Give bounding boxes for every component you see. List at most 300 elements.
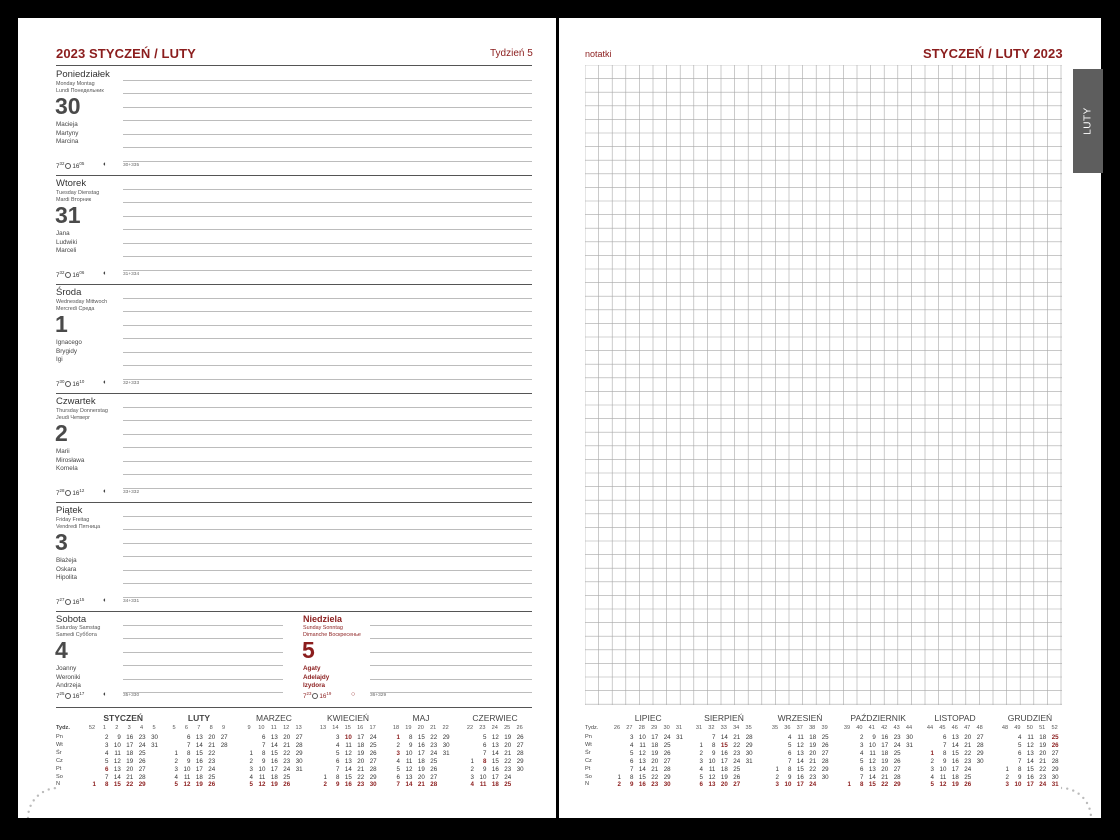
calendar-day: 23 [504, 765, 512, 773]
calendar-day: 19 [720, 773, 728, 781]
calendar-day: 25 [430, 757, 438, 765]
calendar-day: 19 [1039, 741, 1047, 749]
writing-line [123, 447, 532, 448]
calendar-day: 8 [859, 781, 864, 789]
calendar-day: 20 [881, 765, 889, 773]
perforation-dot [42, 791, 44, 793]
calendar-day: 26 [733, 773, 741, 781]
calendar-day: 24 [138, 741, 146, 749]
writing-line [123, 583, 532, 584]
day-translation: Vendredi Пятница [56, 524, 101, 530]
calendar-day: 13 [113, 765, 121, 773]
perforation-dot [1077, 793, 1079, 795]
calendar-day: 19 [126, 757, 134, 765]
sunrise-minutes: 32 [59, 161, 65, 166]
calendar-day: 20 [809, 749, 817, 757]
day-translation: Wednesday Mittwoch [56, 299, 108, 305]
calendar-day: 1 [617, 773, 621, 781]
calendar-day: 1 [1005, 765, 1009, 773]
moon-phase-icon: ○ [351, 691, 356, 698]
week-number: 29 [651, 725, 658, 731]
perforation-dot [1090, 814, 1092, 816]
calendar-day: 18 [951, 773, 959, 781]
calendar-day: 22 [357, 773, 365, 781]
calendar-day: 26 [208, 781, 216, 789]
name-day: Agaty [303, 665, 321, 672]
calendar-day: 29 [516, 757, 524, 765]
week-number: 25 [504, 725, 511, 731]
calendar-day: 23 [964, 757, 972, 765]
week-number: 47 [964, 725, 971, 731]
moon-phase-icon: ◐ [103, 597, 108, 604]
calendar-day: 28 [976, 741, 984, 749]
calendar-day: 18 [881, 749, 889, 757]
day-translation: Tuesday Dienstag [56, 190, 100, 196]
calendar-day: 9 [629, 781, 634, 789]
sunrise-minutes: 28 [59, 488, 65, 493]
calendar-day: 11 [708, 765, 716, 773]
sun-times [56, 161, 84, 170]
calendar-day: 3 [335, 734, 340, 741]
perforation-dot [1072, 789, 1074, 791]
day-name: Sobota [56, 614, 87, 625]
calendar-day: 29 [976, 749, 984, 757]
calendar-day: 20 [964, 734, 972, 741]
calendar-day: 9 [711, 749, 716, 757]
name-day: Adelajdy [303, 673, 330, 681]
writing-line [123, 298, 532, 299]
week-number: 27 [626, 725, 633, 731]
week-number: 35 [745, 725, 752, 731]
writing-line [123, 161, 532, 162]
week-number: 5 [172, 725, 176, 731]
calendar-day: 17 [796, 781, 804, 789]
day-number: 1 [55, 311, 68, 337]
calendar-day: 10 [183, 765, 191, 773]
sunrise-time: 7 [56, 163, 60, 171]
calendar-day: 8 [186, 749, 191, 757]
sunday-translation: Sunday Sonntag [303, 625, 343, 631]
perforation-dot [27, 811, 29, 813]
calendar-day: 27 [369, 757, 377, 765]
month-name: MARZEC [256, 713, 292, 723]
week-number: 26 [613, 725, 621, 731]
week-number: 34 [733, 725, 740, 731]
week-number: 2 [115, 725, 119, 731]
calendar-day: 24 [964, 765, 972, 773]
writing-line [123, 679, 283, 680]
writing-line [370, 625, 532, 626]
calendar-day: 10 [479, 773, 487, 781]
calendar-day: 17 [720, 757, 728, 765]
name-day: Mirosława [56, 456, 85, 464]
calendar-day: 23 [430, 741, 438, 749]
calendar-day: 22 [651, 773, 659, 781]
calendar-day: 28 [1051, 757, 1059, 765]
right-page-title: STYCZEŃ / LUTY 2023 [923, 46, 1063, 61]
week-number: 48 [1001, 725, 1009, 731]
calendar-day: 21 [809, 757, 817, 765]
perforation-dot [1082, 797, 1084, 799]
calendar-day: 30 [906, 734, 913, 741]
name-day: Jana [56, 230, 70, 237]
calendar-day: 15 [796, 765, 804, 773]
calendar-day: 30 [663, 781, 671, 789]
calendar-day: 16 [195, 757, 203, 765]
calendar-day: 1 [323, 773, 327, 781]
calendar-day: 24 [283, 765, 291, 773]
sunrise-time: 7 [303, 693, 307, 701]
calendar-day: 23 [283, 757, 291, 765]
calendar-day: 11 [639, 741, 646, 749]
calendar-day: 19 [881, 757, 889, 765]
calendar-day: 3 [174, 765, 178, 773]
weekday-label: N [585, 781, 590, 788]
sunrise-minutes: 32 [59, 270, 65, 275]
calendar-day: 4 [335, 741, 340, 749]
calendar-day: 13 [868, 765, 876, 773]
calendar-day: 21 [881, 773, 889, 781]
writing-line [123, 570, 532, 571]
calendar-day: 2 [470, 765, 474, 773]
week-number: 4 [140, 725, 144, 731]
writing-line [370, 679, 532, 680]
calendar-day: 15 [720, 741, 728, 749]
calendar-day: 8 [261, 749, 266, 757]
calendar-day: 2 [323, 781, 327, 789]
calendar-day: 16 [417, 741, 425, 749]
writing-line [123, 652, 283, 653]
calendar-day: 4 [470, 781, 474, 789]
calendar-day: 29 [1051, 765, 1059, 773]
month-name: MAJ [412, 713, 430, 723]
perforation-dot [1066, 787, 1068, 789]
calendar-day: 3 [249, 765, 253, 773]
calendar-day: 11 [939, 773, 947, 781]
calendar-day: 7 [186, 741, 191, 749]
sun-icon [65, 381, 71, 387]
calendar-day: 5 [335, 749, 340, 757]
writing-line [123, 216, 532, 217]
perforation-dot [1088, 808, 1090, 810]
calendar-day: 22 [964, 749, 972, 757]
day-translation: Thursday Donnerstag [56, 408, 108, 414]
sunday-number: 5 [302, 637, 315, 663]
calendar-day: 10 [638, 734, 646, 741]
writing-line [123, 665, 283, 666]
calendar-day: 7 [711, 734, 716, 741]
writing-line [123, 420, 532, 421]
left-page-title: 2023 STYCZEŃ / LUTY [56, 46, 196, 61]
calendar-day: 26 [1051, 741, 1059, 749]
week-number: 13 [295, 725, 302, 731]
calendar-day: 21 [651, 765, 659, 773]
corner-dots-right [1061, 758, 1101, 818]
calendar-day: 4 [104, 749, 109, 757]
calendar-day: 22 [430, 734, 438, 741]
calendar-day: 14 [638, 765, 646, 773]
calendar-day: 20 [357, 757, 365, 765]
week-number: 3 [127, 725, 131, 731]
name-day: Macieja [56, 121, 78, 128]
writing-line [123, 379, 532, 380]
calendar-day: 23 [357, 781, 365, 789]
calendar-day: 31 [906, 741, 913, 749]
calendar-day: 4 [249, 773, 253, 781]
calendar-day: 15 [113, 781, 121, 789]
calendar-day: 25 [138, 749, 146, 757]
calendar-day: 7 [482, 749, 487, 757]
calendar-day: 28 [745, 734, 753, 741]
month-name: KWIECIEŃ [326, 713, 370, 723]
day-translation: Samedi Суббота [56, 632, 97, 638]
week-number: 20 [417, 725, 424, 731]
week-number: 40 [856, 725, 863, 731]
calendar-day: 29 [138, 781, 146, 789]
week-number: 9 [222, 725, 226, 731]
week-number: 43 [893, 725, 900, 731]
name-days [56, 339, 82, 365]
calendar-day: 17 [270, 765, 278, 773]
week-number: 31 [675, 725, 683, 731]
sun-times [56, 270, 84, 279]
calendar-day: 7 [859, 773, 864, 781]
calendar-day: 7 [629, 765, 634, 773]
writing-line [123, 120, 532, 121]
calendar-day: 12 [939, 781, 947, 789]
calendar-day: 19 [417, 765, 425, 773]
calendar-day: 2 [396, 741, 400, 749]
calendar-day: 3 [775, 781, 779, 789]
sun-icon [65, 272, 71, 278]
month-name: WRZESIEŃ [777, 713, 823, 723]
writing-line [123, 338, 532, 339]
right-page [559, 18, 1101, 818]
calendar-day: 6 [942, 734, 947, 741]
calendar-day: 4 [174, 773, 178, 781]
calendar-day: 31 [442, 749, 450, 757]
day-name: Piątek [56, 505, 83, 516]
calendar-day: 18 [126, 749, 134, 757]
calendar-day: 27 [733, 781, 741, 789]
name-day: Hipolita [56, 574, 77, 582]
day-separator [56, 393, 532, 394]
calendar-day: 2 [617, 781, 621, 789]
calendar-day: 23 [208, 757, 216, 765]
calendar-day: 28 [516, 749, 524, 757]
calendar-day: 6 [859, 765, 864, 773]
calendar-day: 26 [430, 765, 438, 773]
calendar-day: 1 [699, 741, 703, 749]
writing-line [123, 80, 532, 81]
calendar-day: 8 [1017, 765, 1022, 773]
month-tab-luty[interactable] [1073, 69, 1103, 173]
calendar-day: 25 [208, 773, 216, 781]
month-name: LISTOPAD [934, 713, 976, 723]
writing-line [370, 652, 532, 653]
name-day: Igi [56, 356, 63, 364]
writing-line [123, 692, 283, 693]
calendar-day: 25 [1051, 734, 1059, 741]
calendar-day: 24 [733, 757, 741, 765]
writing-line [123, 189, 532, 190]
day-name: Wtorek [56, 178, 87, 189]
calendar-day: 17 [491, 773, 499, 781]
week-number: 18 [392, 725, 400, 731]
notes-grid[interactable] [585, 65, 1062, 705]
writing-line [123, 597, 532, 598]
sunset-time: 16 [72, 490, 80, 498]
sun-times [303, 691, 331, 700]
day-translation: Saturday Samstag [56, 625, 101, 631]
calendar-day: 3 [104, 741, 109, 749]
perforation-dot [48, 788, 50, 790]
calendar-day: 21 [126, 773, 134, 781]
calendar-day: 9 [942, 757, 947, 765]
calendar-day: 11 [405, 757, 413, 765]
week-number: 41 [868, 725, 875, 731]
sunset-minutes: 17 [79, 691, 85, 696]
calendar-day: 22 [809, 765, 817, 773]
calendar-day: 12 [183, 781, 191, 789]
sunset-time: 16 [72, 381, 80, 389]
calendar-day: 9 [872, 734, 876, 741]
calendar-day: 31 [1051, 781, 1059, 789]
calendar-day: 11 [1027, 734, 1034, 741]
week-number: 38 [809, 725, 816, 731]
calendar-day: 14 [270, 741, 278, 749]
calendar-day: 16 [270, 757, 278, 765]
calendar-day: 21 [504, 749, 512, 757]
calendar-day: 24 [663, 734, 671, 741]
sunrise-time: 7 [56, 693, 60, 701]
calendar-day: 18 [270, 773, 278, 781]
calendar-day: 23 [651, 781, 659, 789]
writing-line [123, 638, 283, 639]
calendar-day: 10 [708, 757, 716, 765]
calendar-day: 25 [733, 765, 741, 773]
calendar-day: 17 [195, 765, 203, 773]
calendar-day: 3 [396, 749, 400, 757]
calendar-day: 4 [930, 773, 934, 781]
calendar-day: 26 [893, 757, 901, 765]
calendar-day: 15 [417, 734, 425, 741]
calendar-day: 30 [295, 757, 303, 765]
calendar-day: 15 [1026, 765, 1034, 773]
moon-phase-icon: ◐ [103, 270, 108, 277]
calendar-day: 22 [126, 781, 134, 789]
calendar-day: 9 [1017, 773, 1022, 781]
calendar-day: 16 [720, 749, 728, 757]
calendar-day: 20 [283, 734, 291, 741]
week-number: 13 [319, 725, 327, 731]
week-number: 26 [516, 725, 523, 731]
week-number: Tydzień 5 [490, 48, 533, 59]
calendar-day: 28 [821, 757, 829, 765]
sun-times [56, 379, 84, 388]
calendar-day: 3 [1005, 781, 1009, 789]
sunset-minutes: 15 [79, 597, 85, 602]
calendar-day: 1 [847, 781, 851, 789]
calendar-day: 8 [711, 741, 716, 749]
calendar-day: 19 [195, 781, 203, 789]
calendar-day: 11 [183, 773, 191, 781]
weekday-label: So [585, 773, 592, 780]
weekday-label: Cz [585, 757, 592, 764]
calendar-day: 24 [208, 765, 216, 773]
calendar-day: 22 [504, 757, 512, 765]
calendar-day: 6 [186, 734, 191, 741]
calendar-day: 31 [676, 734, 683, 741]
writing-line [123, 243, 532, 244]
calendar-day: 28 [663, 765, 671, 773]
week-number: 28 [638, 725, 645, 731]
day-number: 3 [55, 529, 68, 555]
month-name: PAŹDZIERNIK [850, 713, 906, 723]
day-translation: Lundi Понедельник [56, 88, 104, 94]
calendar-day: 23 [893, 734, 901, 741]
calendar-day: 26 [821, 741, 829, 749]
sun-icon [65, 693, 71, 699]
sunset-time: 16 [72, 272, 80, 280]
moon-phase-icon: ◐ [103, 691, 108, 698]
calendar-day: 16 [951, 757, 959, 765]
tydz-label: Tydz. [56, 725, 70, 731]
calendar-day: 10 [784, 781, 792, 789]
name-days [56, 230, 77, 256]
calendar-day: 1 [930, 749, 934, 757]
calendar-day: 4 [1017, 734, 1022, 741]
calendar-day: 17 [126, 741, 134, 749]
calendar-day: 18 [651, 741, 659, 749]
calendar-day: 24 [893, 741, 901, 749]
calendar-day: 16 [344, 781, 352, 789]
calendar-day: 13 [708, 781, 716, 789]
calendar-day: 13 [796, 749, 804, 757]
calendar-day: 9 [787, 773, 792, 781]
calendar-day: 3 [859, 741, 864, 749]
calendar-day: 26 [663, 749, 671, 757]
calendar-day: 8 [482, 757, 487, 765]
weekday-label: Pt [585, 765, 591, 772]
name-day: Ignacego [56, 339, 82, 346]
calendar-day: 26 [369, 749, 377, 757]
week-number: 48 [976, 725, 983, 731]
calendar-day: 21 [208, 741, 216, 749]
sunrise-time: 7 [56, 381, 60, 389]
writing-line [123, 107, 532, 108]
calendar-day: 4 [859, 749, 864, 757]
week-number: 23 [479, 725, 486, 731]
week-number: 39 [821, 725, 828, 731]
calendar-day: 7 [335, 765, 340, 773]
calendar-day: 12 [113, 757, 121, 765]
name-day: Joanny [56, 665, 77, 672]
calendar-day: 7 [942, 741, 947, 749]
calendar-day: 23 [138, 734, 146, 741]
calendar-day: 4 [787, 734, 792, 741]
writing-line [123, 543, 532, 544]
writing-line [370, 665, 532, 666]
calendar-day: 1 [470, 757, 474, 765]
calendar-day: 27 [663, 757, 671, 765]
calendar-day: 9 [186, 757, 191, 765]
calendar-day: 14 [868, 773, 876, 781]
writing-line [123, 434, 532, 435]
week-number: 17 [369, 725, 376, 731]
moon-phase-icon: ◐ [103, 161, 108, 168]
calendar-day: 10 [405, 749, 413, 757]
